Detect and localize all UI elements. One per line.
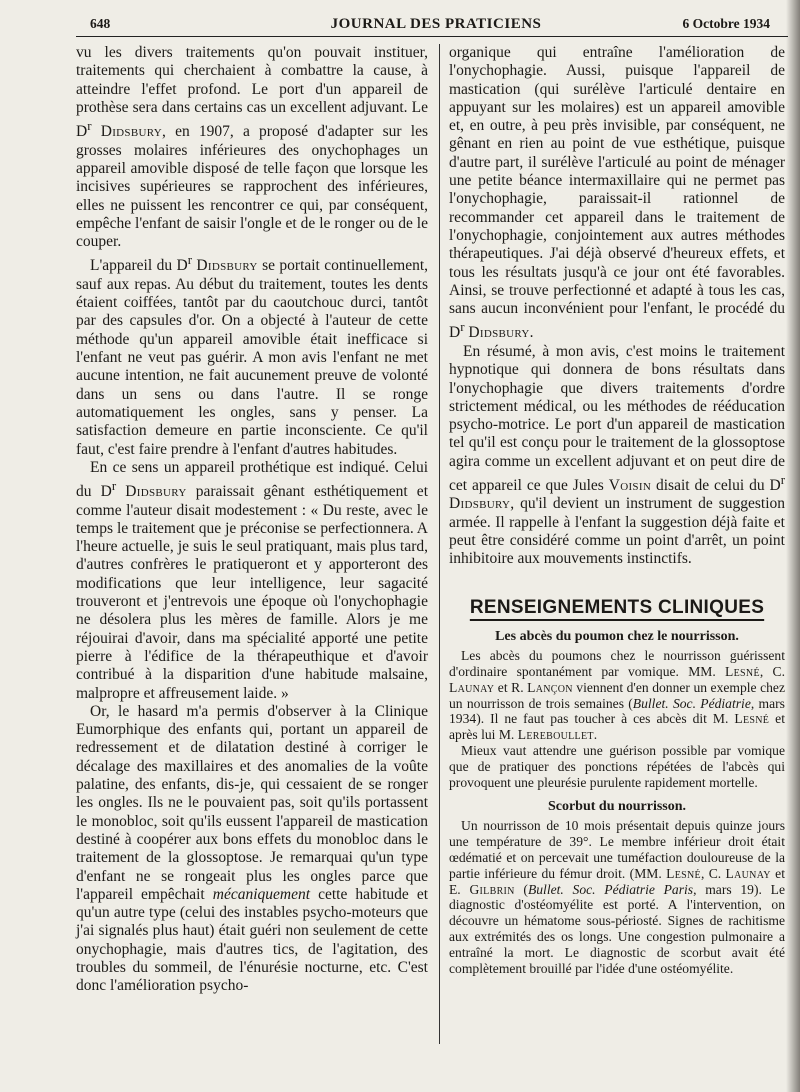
right-column — [449, 44, 785, 977]
article-title: Scorbut du nourrisson. — [547, 798, 687, 814]
column-divider — [439, 44, 440, 1044]
header-rule — [76, 36, 788, 37]
left-column — [76, 44, 428, 996]
paragraph: Les abcès du poumons chez le nourrisson guérissent d'ordinaire spontanément par vomique. MM. Lesné, C. Launay et R. Lançon viennent d'en donner un exemple chez un nourrisson de trois semaines (Bullet. Soc. Pédiatrie, mars 1934). Il ne faut pas toucher à ces abcès dit M. Lesné et après lui M. Lereboullet. — [449, 647, 785, 743]
page-number: 648 — [90, 16, 111, 31]
issue-date: 6 Octobre 1934 — [682, 16, 770, 31]
paragraph: Or, le hasard m'a permis d'observer à la Clinique Eumorphique des enfants qui, portant un appareil de redressement et de dilatation destiné à corriger le décalage des maxillaires et des anomalies de la voûte palatine, des enfants, dis-je, qui cessaient de se ronger les ongles. Ils ne le pouvaient pas, soit qu'ils portassent le monobloc, soit qu'ils eussent l'appareil de mastication destiné à coopérer aux bons effets du monobloc dans le traitement de la glossoptose. Je remarquai qu'un type d'enfant ne se rongeait plus les ongles parce que l'appareil empêchait mécaniquement cette habitude et qu'un autre type (celui des instables psycho-moteurs que j'ai signalés plus haut) était guéri non seulement de cette onychophagie, mais d'autres tics, de l'agitation, des troubles du sommeil, de l'énurésie nocturne, etc. C'est donc l'amélioration psycho- — [76, 702, 429, 995]
article-title: Les abcès du poumon chez le nourrisson. — [495, 628, 739, 644]
running-header — [90, 8, 782, 34]
paragraph: organique qui entraîne l'amélioration de l'onychophagie. Aussi, puisque l'appareil de mastication (qui surélève l'articulé dentaire en appuyant sur les molaires) est un appareil amovible et, en outre, à peu près invisible, par conséquent, ne gênant en rien au point de vue esthétique, puisque d'autre part, il surélève l'articulé au point de ménager une petite béance intermaxillaire qui ne permet pas l'onychophagie, paraissait-il rationnel de recommander cet appareil dans le traitement de l'onychophagie, conjointement aux autres méthodes thérapeutiques. J'ai déjà observé d'heureux effets, et tous les résultats jusqu'à ce jour ont été favorables. Ainsi, se trouve perfectionné et adapté à tous les cas, sans aucun inconvénient pour l'enfant, le procédé du $D^r$ Didsbury. — [449, 44, 785, 342]
article-scorbut — [449, 799, 785, 977]
paragraph: En ce sens un appareil prothétique est indiqué. Celui du $D^r$ Didsbury paraissait gênant esthétiquement et comme l'auteur disait modestement : « Du reste, avec le temps le traitement que je préconise se perfectionnera. A l'heure actuelle, je suis le seul pratiquant, mais plus tard, d'autres confrères le pratiqueront et y apporteront des modifications que leur intelligence, leur sagacité trouveront et j'entrevois une époque où l'onychophagie ne désolera plus les mères de famille. Alors je me réjouirai d'avoir, dans ma spécialité apporté une petite pierre à l'édifice de la thérapeuthique et d'avoir contribué à la disparition d'une habitude malsaine, malpropre et affreusement laide. » — [76, 458, 428, 702]
paragraph: Un nourrisson de 10 mois présentait depuis quinze jours une température de 39°. Le membre inférieur droit était œdématié et on percevait une tuméfaction douloureuse de la partie inférieure du fémur droit. (MM. Lesné, C. Launay et E. Gilbrin (Bullet. Soc. Pédiatrie Paris, mars 19). Le diagnostic d'ostéomyélite est porté. A l'intervention, on découvre un hématome sous-périosté. Signes de rachitisme aux extrémités des os longs. Une congestion pulmonaire a entraîné la mort. Le diagnostic de scorbut avait été complètement brouillé par l'idée d'une ostéomyélite. — [449, 817, 785, 977]
article-abces — [449, 629, 785, 791]
paragraph: L'appareil du $D^r$ Didsbury se portait continuellement, sauf aux repas. Au début du traitement, toutes les dents étaient coiffées, tantôt par du caoutchouc durci, tantôt par des capsules d'or. On a objecté à l'auteur de cette méthode qu'un appareil amovible était inefficace si l'enfant ne veut pas guérir. A mon avis l'enfant ne met aucune intention, ne fait aucunement preuve de volonté dans un sens ou dans l'autre. Il se ronge automatiquement les ongles, sans y penser. La satisfaction demeure en partie inconsciente. Ce qu'il faut, c'est faire prendre à l'enfant d'autres habitudes. — [76, 252, 429, 458]
page-edge-shadow — [786, 0, 800, 1092]
paragraph: Mieux vaut attendre une guérison possible par vomique que de pratiquer des ponctions répétées de l'abcès qui provoquent une pleurésie purulente rapidement mortelle. — [449, 743, 785, 791]
journal-title: JOURNAL DES PRATICIENS — [330, 16, 542, 32]
section-title: RENSEIGNEMENTS CLINIQUES — [469, 596, 765, 618]
paragraph: En résumé, à mon avis, c'est moins le traitement hypnotique qui donnera de bons résultats dans l'onychophagie que divers traitements d'ordre strictement médical, ou les méthodes de rééducation psycho-motrice. Le port d'un appareil de mastication tel qu'il est conçu pour le traitement de la glossoptose agira comme un excellent adjuvant et on peut dire de cet appareil ce que Jules Voisin disait de celui du $D^r$ Didsbury, qu'il devient un instrument de suggestion armée. Il rappelle à l'enfant la suggestion déjà faite et peut être considéré comme un point d'arrêt, un point inhibitoire aux mouvements instinctifs. — [449, 342, 786, 568]
paragraph: vu les divers traitements qu'on pouvait instituer, traitements qui cherchaient à combattre la cause, à atteindre l'effet profond. Le port d'un appareil de prothèse sera dans certains cas un excellent adjuvant. Le $D^r$ Didsbury, en 1907, a proposé d'adapter sur les grosses molaires inférieures des onychophages un appareil amovible disposé de telle façon que lorsque les incisives supérieures se rapprochent des inférieures, elles ne puissent les rencontrer ce qui, par conséquent, empêche l'enfant de saisir l'ongle et de le ronger ou de le couper. — [76, 44, 428, 251]
